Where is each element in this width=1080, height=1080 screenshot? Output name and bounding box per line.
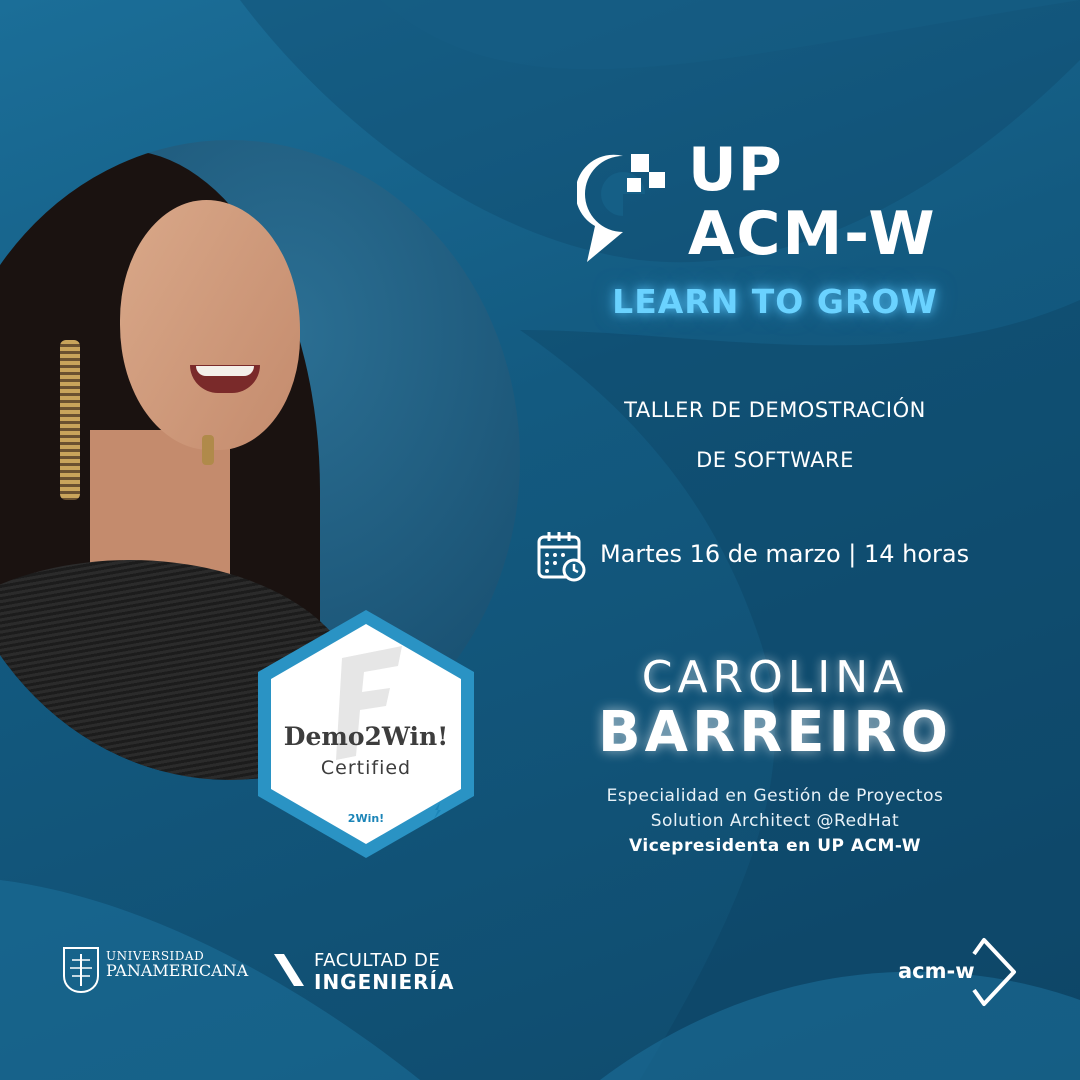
badge-brand: 2Win! bbox=[347, 812, 385, 825]
speaker-role: Solution Architect @RedHat bbox=[650, 811, 900, 831]
photo-teeth bbox=[196, 366, 254, 376]
tagline: LEARN TO GROW bbox=[612, 282, 938, 321]
photo-earring-far bbox=[202, 435, 214, 465]
university-crest-icon bbox=[62, 946, 100, 994]
event-title-line1: TALLER DE DEMOSTRACIÓN bbox=[624, 398, 926, 422]
org-name-line2: ACM-W bbox=[688, 199, 937, 269]
speaker-last-name: BARREIRO bbox=[597, 700, 953, 765]
faculty-name-line2: INGENIERÍA bbox=[314, 970, 455, 994]
university-name-line1: UNIVERSIDAD bbox=[106, 949, 205, 963]
speaker-first-name: CAROLINA bbox=[641, 652, 909, 703]
speaker-role: Especialidad en Gestión de Proyectos bbox=[606, 786, 944, 806]
calendar-clock-icon bbox=[536, 530, 588, 582]
badge-subtitle: Certified bbox=[320, 757, 412, 779]
photo-earring bbox=[60, 340, 80, 500]
photo-face bbox=[120, 200, 300, 450]
speaker-role: Vicepresidenta en UP ACM-W bbox=[629, 836, 921, 856]
event-date-time: Martes 16 de marzo | 14 horas bbox=[600, 540, 970, 568]
badge-title: Demo2Win! bbox=[283, 722, 449, 751]
university-name-line2: PANAMERICANA bbox=[106, 961, 249, 980]
faculty-name-line1: FACULTAD DE bbox=[314, 950, 441, 971]
up-acmw-logo-icon bbox=[577, 148, 669, 264]
event-title-line2: DE SOFTWARE bbox=[696, 448, 854, 472]
faculty-logo-icon bbox=[272, 952, 306, 988]
org-name-line1: UP bbox=[688, 135, 783, 205]
acmw-logo-text: acm-w bbox=[898, 959, 975, 983]
